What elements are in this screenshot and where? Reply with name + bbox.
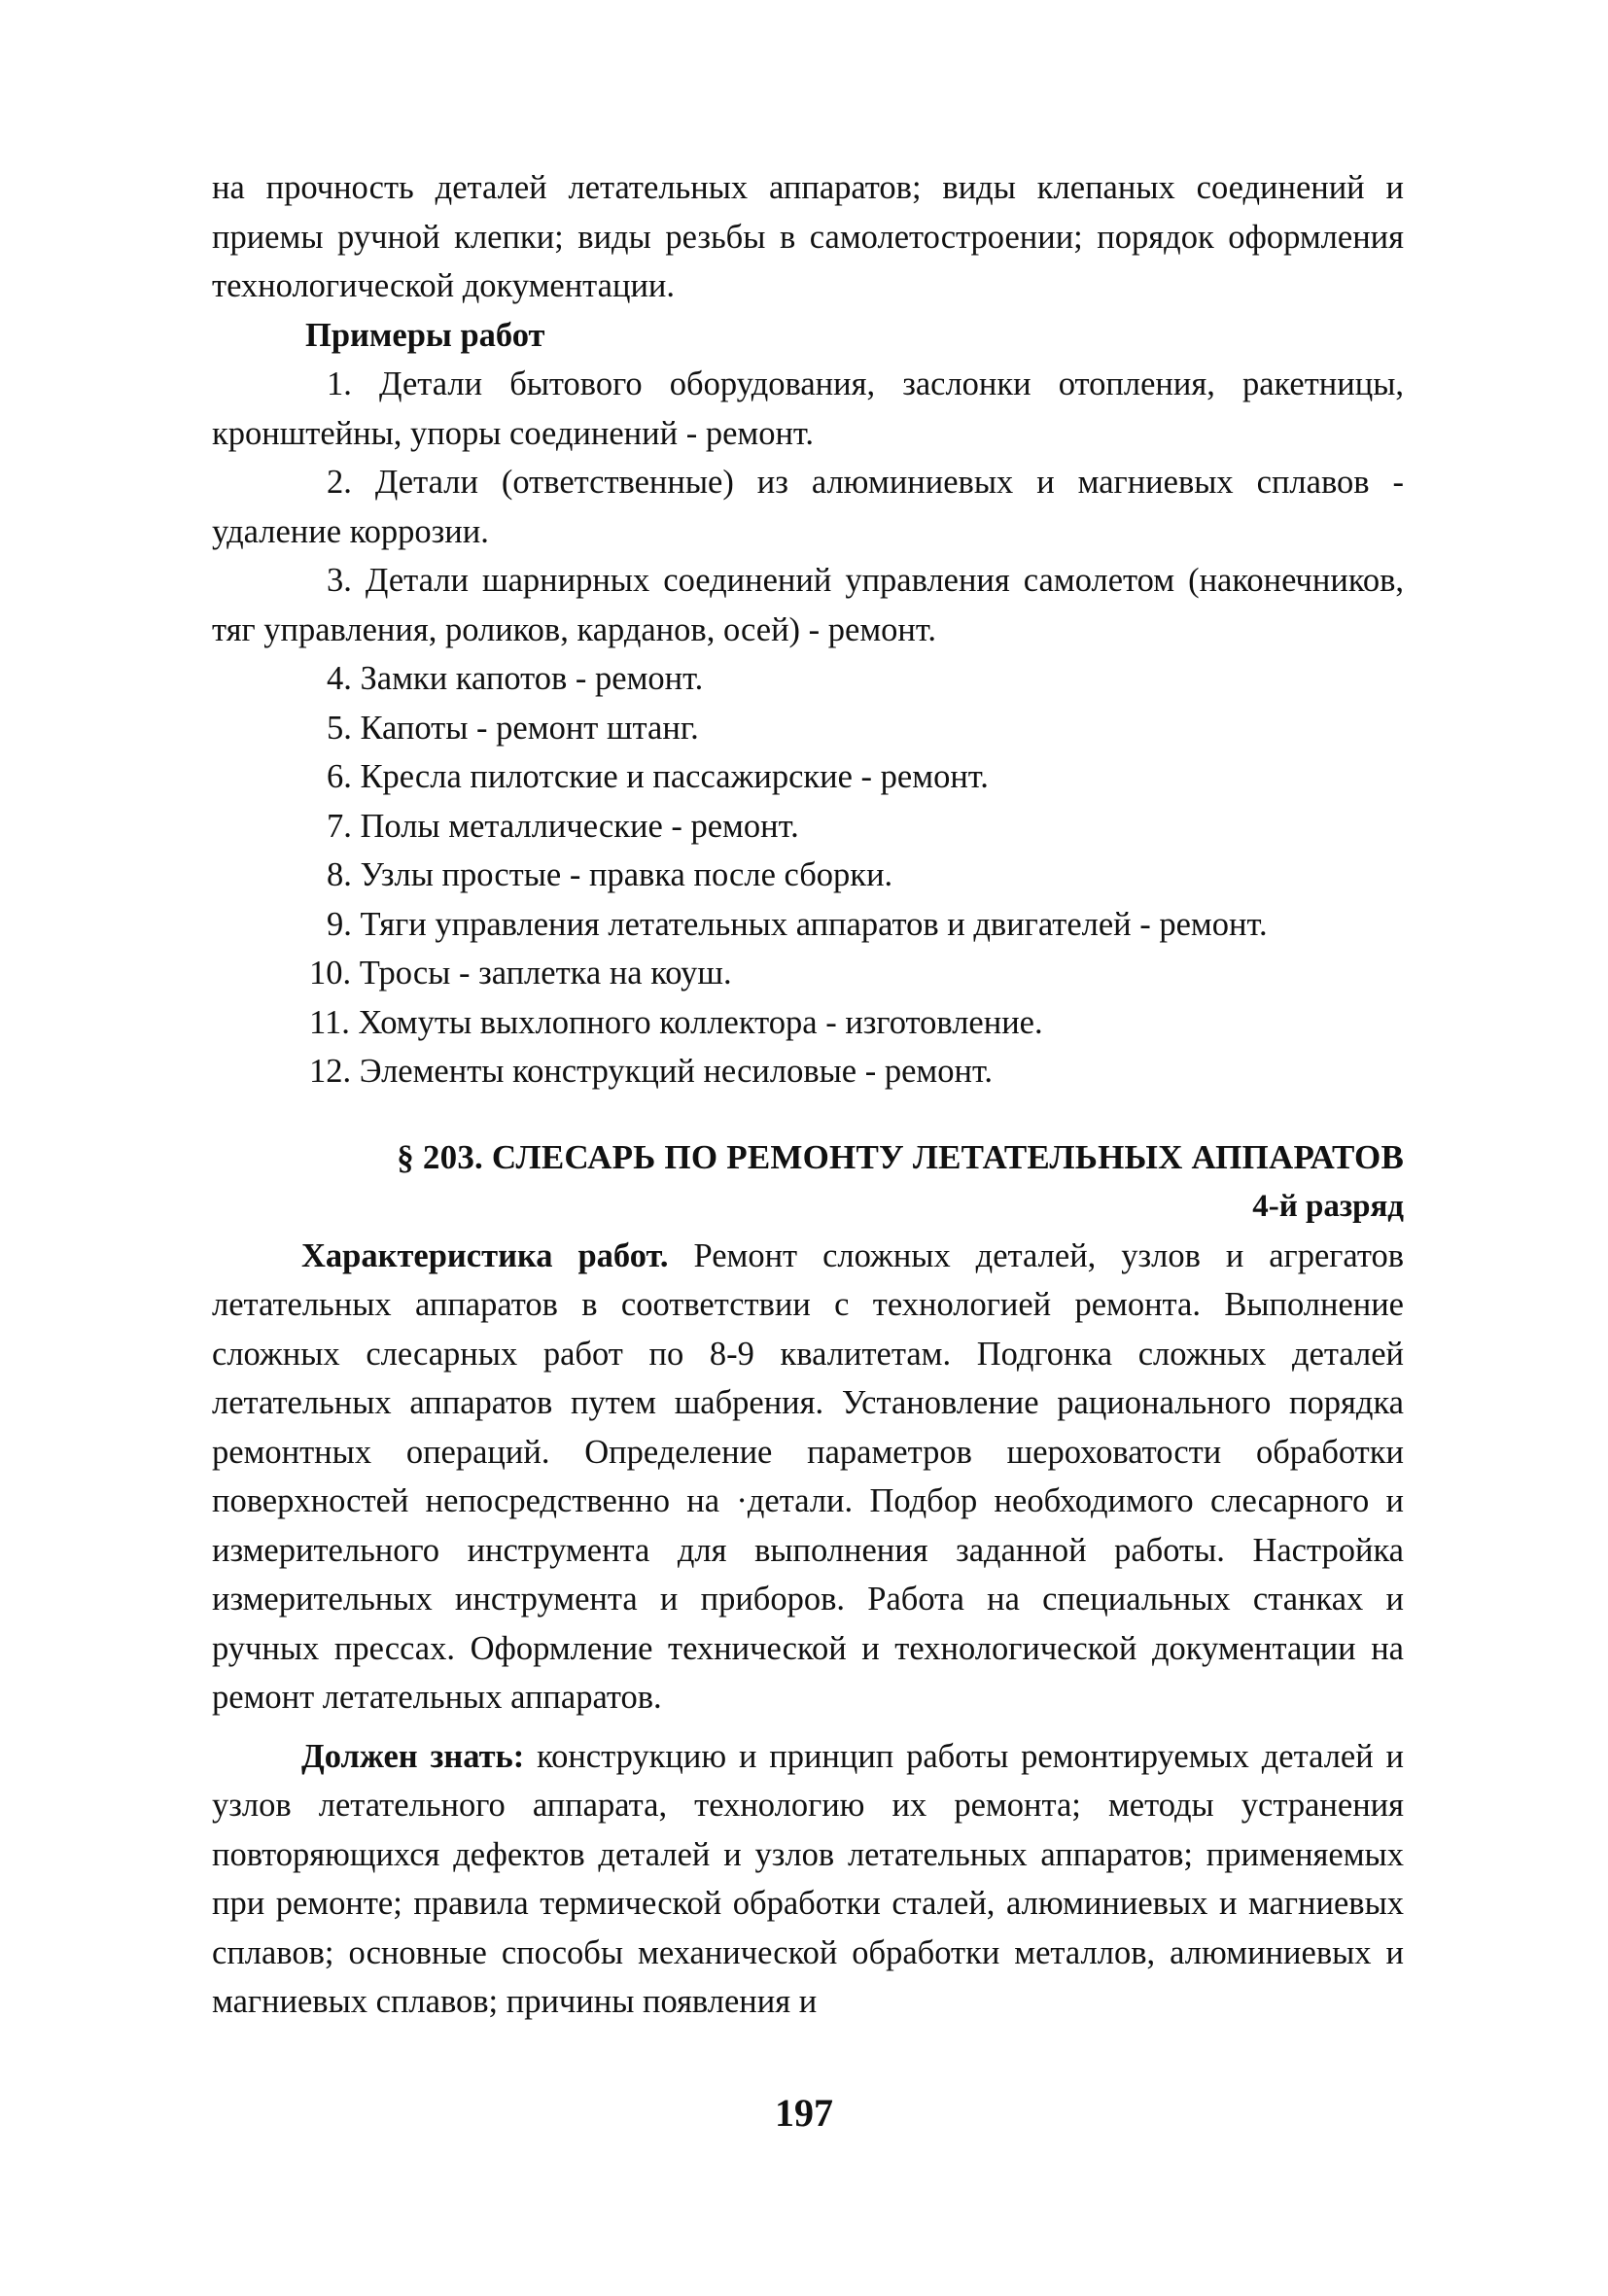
paragraph-gap (212, 1722, 1404, 1732)
examples-heading: Примеры работ (305, 316, 545, 354)
example-item-11: 11. Хомуты выхлопного коллектора - изготовление. (309, 1003, 1043, 1041)
intro-paragraph: на прочность деталей летательных аппаратов; виды клепаных соединений и приемы ручной клепки; виды резьбы в самолетостроении; порядок оформления технологической документации. (212, 169, 1404, 304)
example-item-4: 4. Замки капотов - ремонт. (327, 660, 704, 697)
example-item-2: 2. Детали (ответственные) из алюминиевых и магниевых сплавов - удаление коррозии. (212, 464, 1404, 550)
knowledge-text: конструкцию и принцип работы ремонтируемых деталей и узлов летательного аппарата, технологию их ремонта; методы устранения повторяющихся дефектов деталей и узлов летательных аппаратов; применяемых при ремонте; правила термической обработки сталей, алюминиевых и магниевых сплавов; основные способы механической обработки металлов, алюминиевых и магниевых сплавов; причины появления и (212, 1737, 1404, 2020)
example-item-3: 3. Детали шарнирных соединений управления самолетом (наконечников, тяг управления, роликов, карданов, осей) - ремонт. (212, 562, 1404, 648)
example-item-5: 5. Капоты - ремонт штанг. (327, 709, 699, 747)
section-title: § 203. СЛЕСАРЬ ПО РЕМОНТУ ЛЕТАТЕЛЬНЫХ АППАРАТОВ (397, 1137, 1404, 1176)
example-item-6: 6. Кресла пилотские и пассажирские - ремонт. (327, 758, 989, 795)
example-item-8: 8. Узлы простые - правка после сборки. (327, 856, 893, 893)
section-grade: 4-й разряд (1252, 1189, 1404, 1224)
page-number: 197 (775, 2091, 833, 2135)
characteristic-label: Характеристика работ. (301, 1236, 669, 1274)
example-item-7: 7. Полы металлические - ремонт. (327, 807, 799, 845)
characteristic-text: Ремонт сложных деталей, узлов и агрегатов летательных аппаратов в соответствии с технологией ремонта. Выполнение сложных слесарных работ по 8-9 квалитетам. Подгонка сложных деталей летательных аппаратов путем шабрения. Установление рационального порядка ремонтных операций. Определение параметров шероховатости обработки поверхностей непосредственно на ·детали. Подбор необходимого слесарного и измерительного инструмента для выполнения заданной работы. Настройка измерительных инструмента и приборов. Работа на специальных станках и ручных прессах. Оформление технической и технологической документации на ремонт летательных аппаратов. (212, 1236, 1404, 1716)
example-item-10: 10. Тросы - заплетка на коуш. (309, 955, 732, 991)
page-content (212, 163, 1404, 2027)
knowledge-paragraph (212, 1732, 1404, 2027)
example-item-9: 9. Тяги управления летательных аппаратов и двигателей - ремонт. (327, 905, 1268, 943)
example-item-1: 1. Детали бытового оборудования, заслонки отопления, ракетницы, кронштейны, упоры соединений - ремонт. (212, 365, 1404, 452)
knowledge-label: Должен знать: (301, 1737, 525, 1775)
example-item-12: 12. Элементы конструкций несиловые - ремонт. (309, 1053, 994, 1090)
characteristic-paragraph (212, 1232, 1404, 1722)
